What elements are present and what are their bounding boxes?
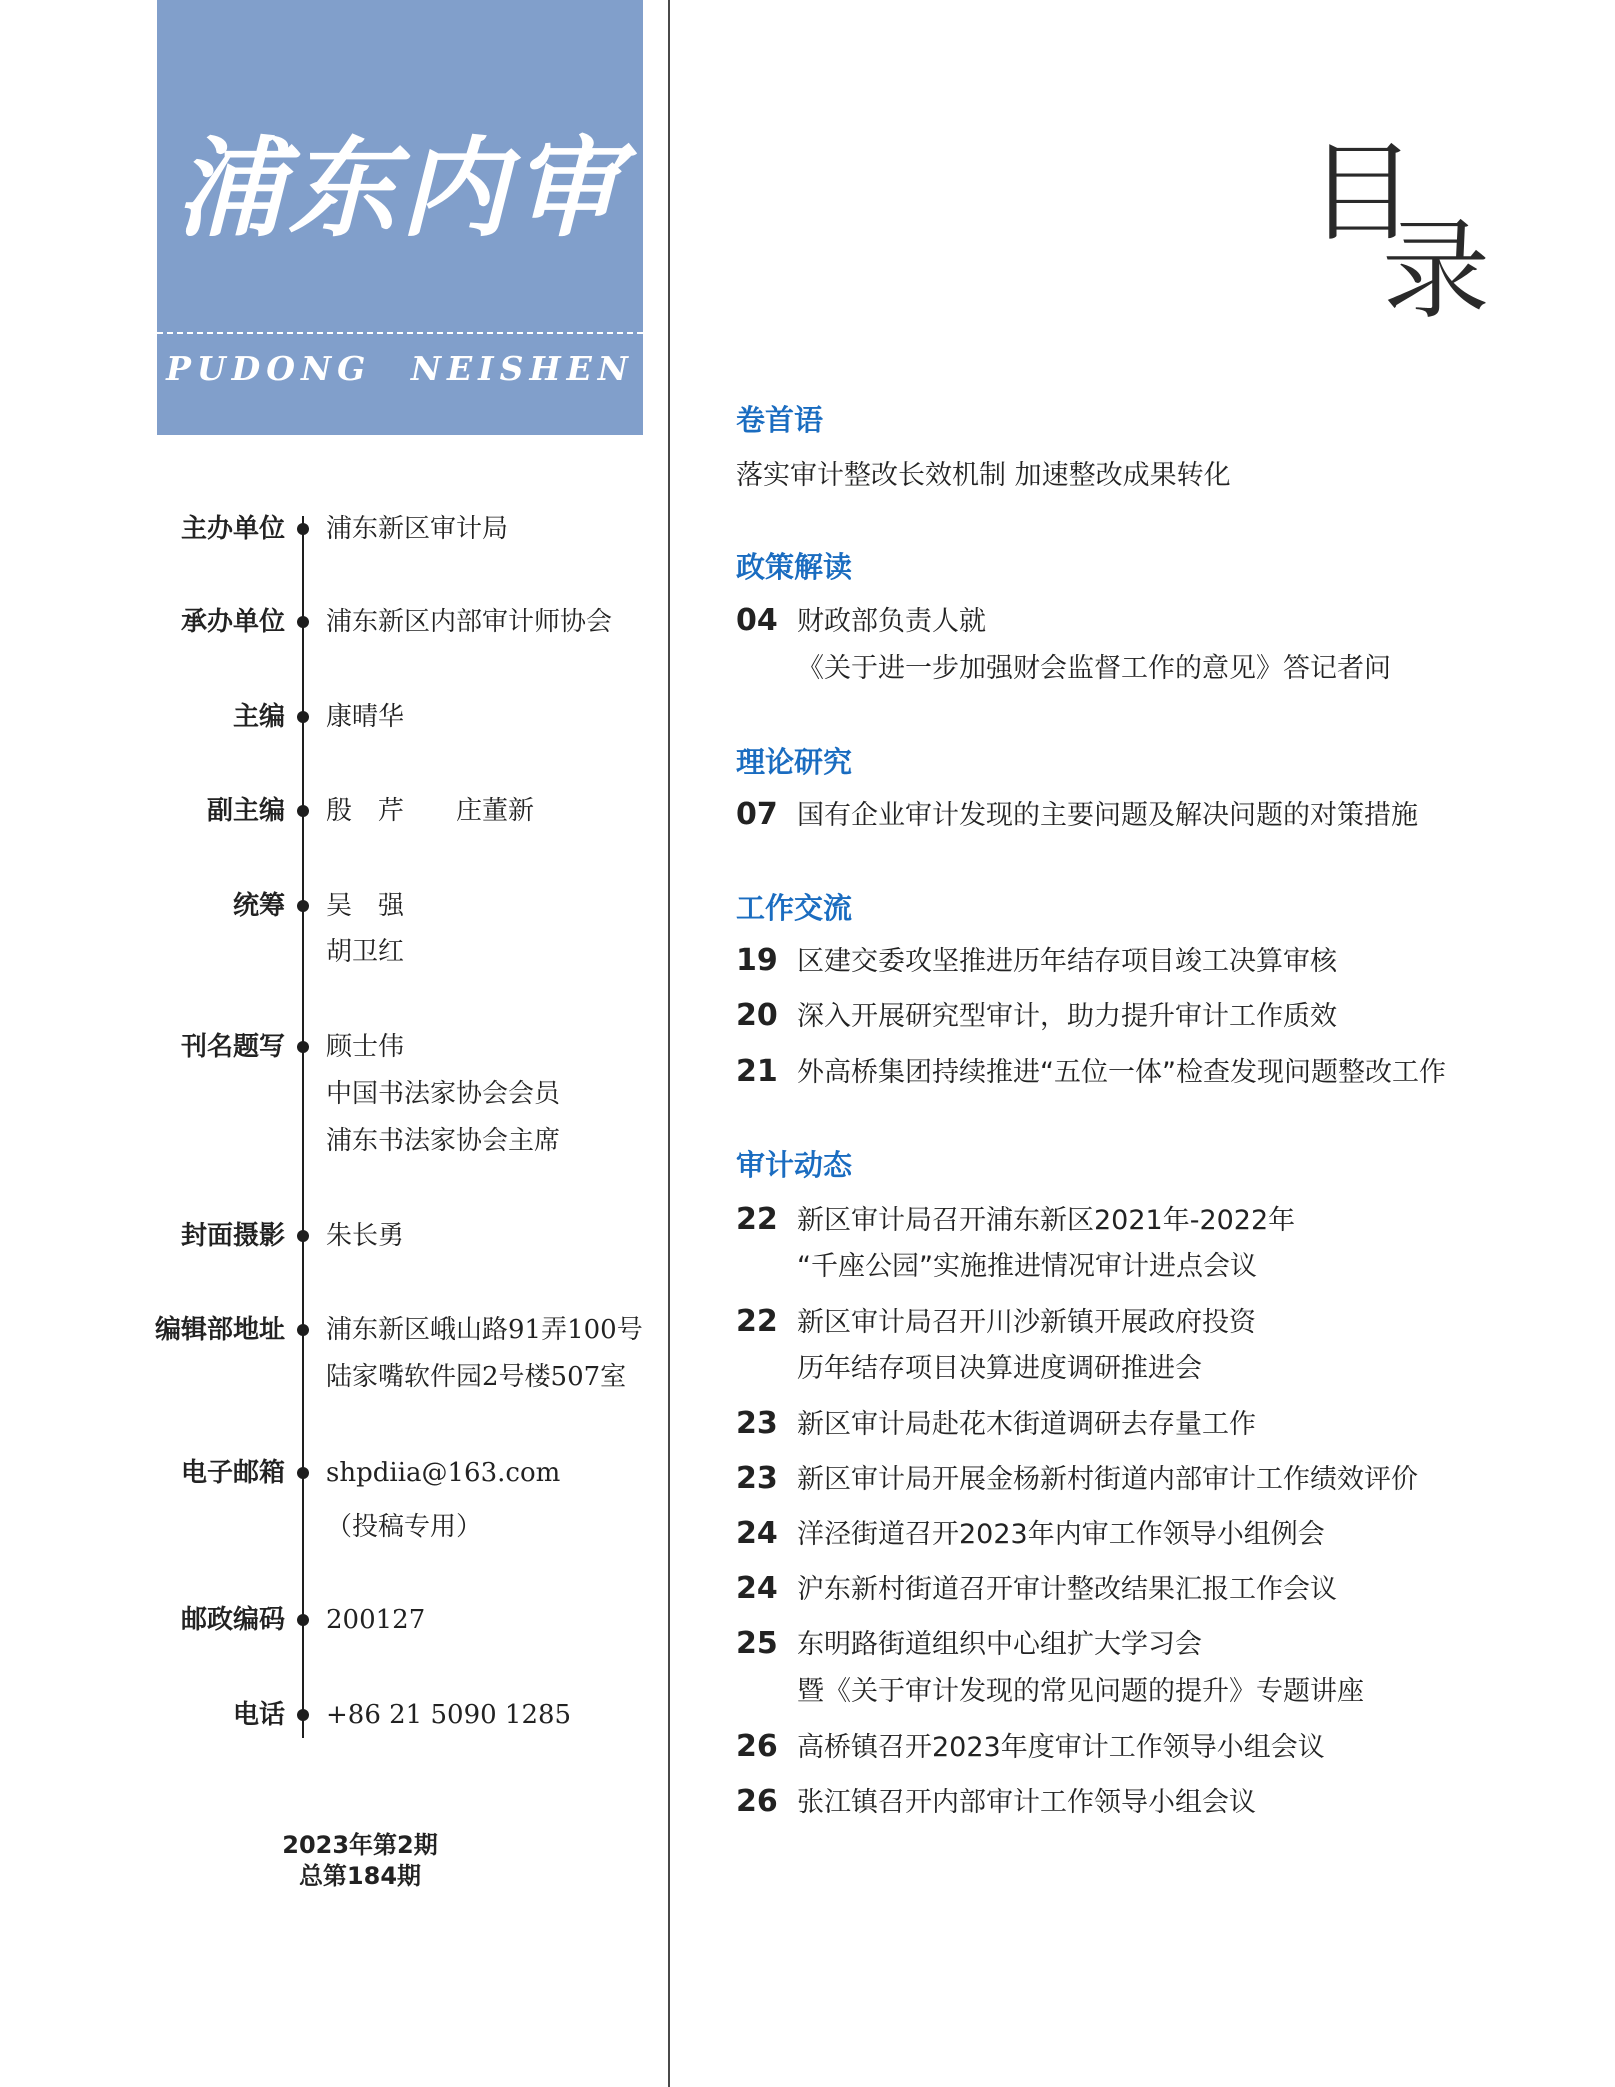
info-dot xyxy=(297,900,309,912)
toc-item-title[interactable]: 新区审计局召开浦东新区2021年-2022年 xyxy=(797,1205,1296,1236)
toc-item-title[interactable]: 落实审计整改长效机制 加速整改成果转化 xyxy=(736,460,1231,491)
issue-number xyxy=(250,1830,470,1892)
toc-page-number: 21 xyxy=(736,1054,778,1089)
toc-item-title-cont[interactable]: 历年结存项目决算进度调研推进会 xyxy=(797,1353,1202,1384)
info-value: 吴 强 xyxy=(326,891,405,921)
issue-line-2: 总第184期 xyxy=(298,1862,422,1890)
toc-page-number: 25 xyxy=(736,1626,778,1661)
toc-page-number: 23 xyxy=(736,1461,778,1496)
toc-item-title-cont[interactable]: 暨《关于审计发现的常见问题的提升》专题讲座 xyxy=(797,1676,1364,1707)
toc-item-title[interactable]: 国有企业审计发现的主要问题及解决问题的对策措施 xyxy=(797,800,1418,831)
masthead-title-en: PUDONG NEISHEN xyxy=(166,349,634,388)
toc-page-number: 04 xyxy=(736,603,778,638)
toc-heading-char-1: 目 xyxy=(1308,131,1417,256)
info-label: 刊名题写 xyxy=(180,1032,285,1062)
info-dot xyxy=(297,1230,309,1242)
toc-page-number: 22 xyxy=(736,1304,778,1339)
info-value: 顾士伟 xyxy=(326,1032,405,1062)
toc-item-title[interactable]: 新区审计局开展金杨新村街道内部审计工作绩效评价 xyxy=(797,1464,1418,1495)
info-value: 朱长勇 xyxy=(326,1221,405,1251)
info-label: 邮政编码 xyxy=(180,1605,285,1635)
toc-section-title: 卷首语 xyxy=(736,403,824,437)
info-dot xyxy=(297,711,309,723)
info-value: 殷 芹 庄董新 xyxy=(326,796,535,826)
info-label: 封面摄影 xyxy=(180,1221,285,1251)
toc-item-title-cont[interactable]: 《关于进一步加强财会监督工作的意见》答记者问 xyxy=(797,653,1391,684)
toc-item-title[interactable]: 财政部负责人就 xyxy=(797,606,986,637)
info-dot xyxy=(297,523,309,535)
masthead-block xyxy=(157,0,643,435)
info-dot xyxy=(297,1467,309,1479)
masthead-dashed-divider xyxy=(157,332,643,334)
toc-item-title[interactable]: 新区审计局召开川沙新镇开展政府投资 xyxy=(797,1307,1256,1338)
info-value: 浦东书法家协会主席 xyxy=(326,1126,561,1156)
toc-item-title[interactable]: 外高桥集团持续推进“五位一体”检查发现问题整改工作 xyxy=(797,1057,1446,1088)
info-label: 统筹 xyxy=(232,891,285,921)
info-label: 编辑部地址 xyxy=(154,1315,285,1345)
info-label: 电话 xyxy=(232,1700,285,1730)
info-dot xyxy=(297,616,309,628)
toc-heading-char-2: 录 xyxy=(1382,209,1491,334)
info-label: 主办单位 xyxy=(180,514,285,544)
info-value: 中国书法家协会会员 xyxy=(326,1079,561,1109)
toc-item-title[interactable]: 张江镇召开内部审计工作领导小组会议 xyxy=(797,1787,1256,1818)
toc-item-title-cont[interactable]: “千座公园”实施推进情况审计进点会议 xyxy=(797,1251,1257,1282)
toc-page-number: 07 xyxy=(736,797,778,832)
info-value: （投稿专用） xyxy=(326,1512,483,1542)
toc-page-number: 23 xyxy=(736,1406,778,1441)
info-label: 主编 xyxy=(232,702,285,732)
info-dot xyxy=(297,1709,309,1721)
info-timeline-line xyxy=(302,516,304,1738)
info-label: 承办单位 xyxy=(180,607,285,637)
info-label: 副主编 xyxy=(206,796,285,826)
toc-section-title: 政策解读 xyxy=(736,550,853,584)
info-value: 浦东新区峨山路91弄100号 xyxy=(326,1315,643,1345)
email-link[interactable]: shpdiia@163.com xyxy=(326,1458,561,1488)
toc-item-title[interactable]: 区建交委攻坚推进历年结存项目竣工决算审核 xyxy=(797,946,1337,977)
info-dot xyxy=(297,1614,309,1626)
info-value: +86 21 5090 1285 xyxy=(326,1700,572,1730)
info-value: 浦东新区审计局 xyxy=(326,514,509,544)
toc-page-number: 20 xyxy=(736,998,778,1033)
info-value: 浦东新区内部审计师协会 xyxy=(326,607,613,637)
toc-item-title[interactable]: 新区审计局赴花木街道调研去存量工作 xyxy=(797,1409,1256,1440)
info-dot xyxy=(297,1041,309,1053)
toc-page-number: 24 xyxy=(736,1571,778,1606)
issue-line-1: 2023年第2期 xyxy=(282,1831,438,1859)
info-dot xyxy=(297,1324,309,1336)
toc-page-number: 24 xyxy=(736,1516,778,1551)
toc-item-title[interactable]: 高桥镇召开2023年度审计工作领导小组会议 xyxy=(797,1732,1325,1763)
toc-item-title[interactable]: 沪东新村街道召开审计整改结果汇报工作会议 xyxy=(797,1574,1337,1605)
info-value: 胡卫红 xyxy=(326,937,405,967)
toc-section-title: 工作交流 xyxy=(736,891,853,925)
toc-page-number: 22 xyxy=(736,1202,778,1237)
toc-item-title[interactable]: 深入开展研究型审计，助力提升审计工作质效 xyxy=(797,1001,1337,1032)
toc-item-title[interactable]: 东明路街道组织中心组扩大学习会 xyxy=(797,1629,1202,1660)
info-value: 200127 xyxy=(326,1605,426,1635)
page-divider xyxy=(668,0,670,2087)
info-value: 陆家嘴软件园2号楼507室 xyxy=(326,1362,627,1392)
info-dot xyxy=(297,805,309,817)
toc-section-title: 审计动态 xyxy=(736,1148,853,1182)
info-label: 电子邮箱 xyxy=(180,1458,285,1488)
toc-page-number: 26 xyxy=(736,1784,778,1819)
masthead-title-cn: 浦东内审 xyxy=(175,126,624,252)
toc-page-number: 19 xyxy=(736,943,778,978)
toc-page-number: 26 xyxy=(736,1729,778,1764)
toc-item-title[interactable]: 洋泾街道召开2023年内审工作领导小组例会 xyxy=(797,1519,1325,1550)
info-value: 康晴华 xyxy=(326,702,405,732)
toc-section-title: 理论研究 xyxy=(736,745,853,779)
